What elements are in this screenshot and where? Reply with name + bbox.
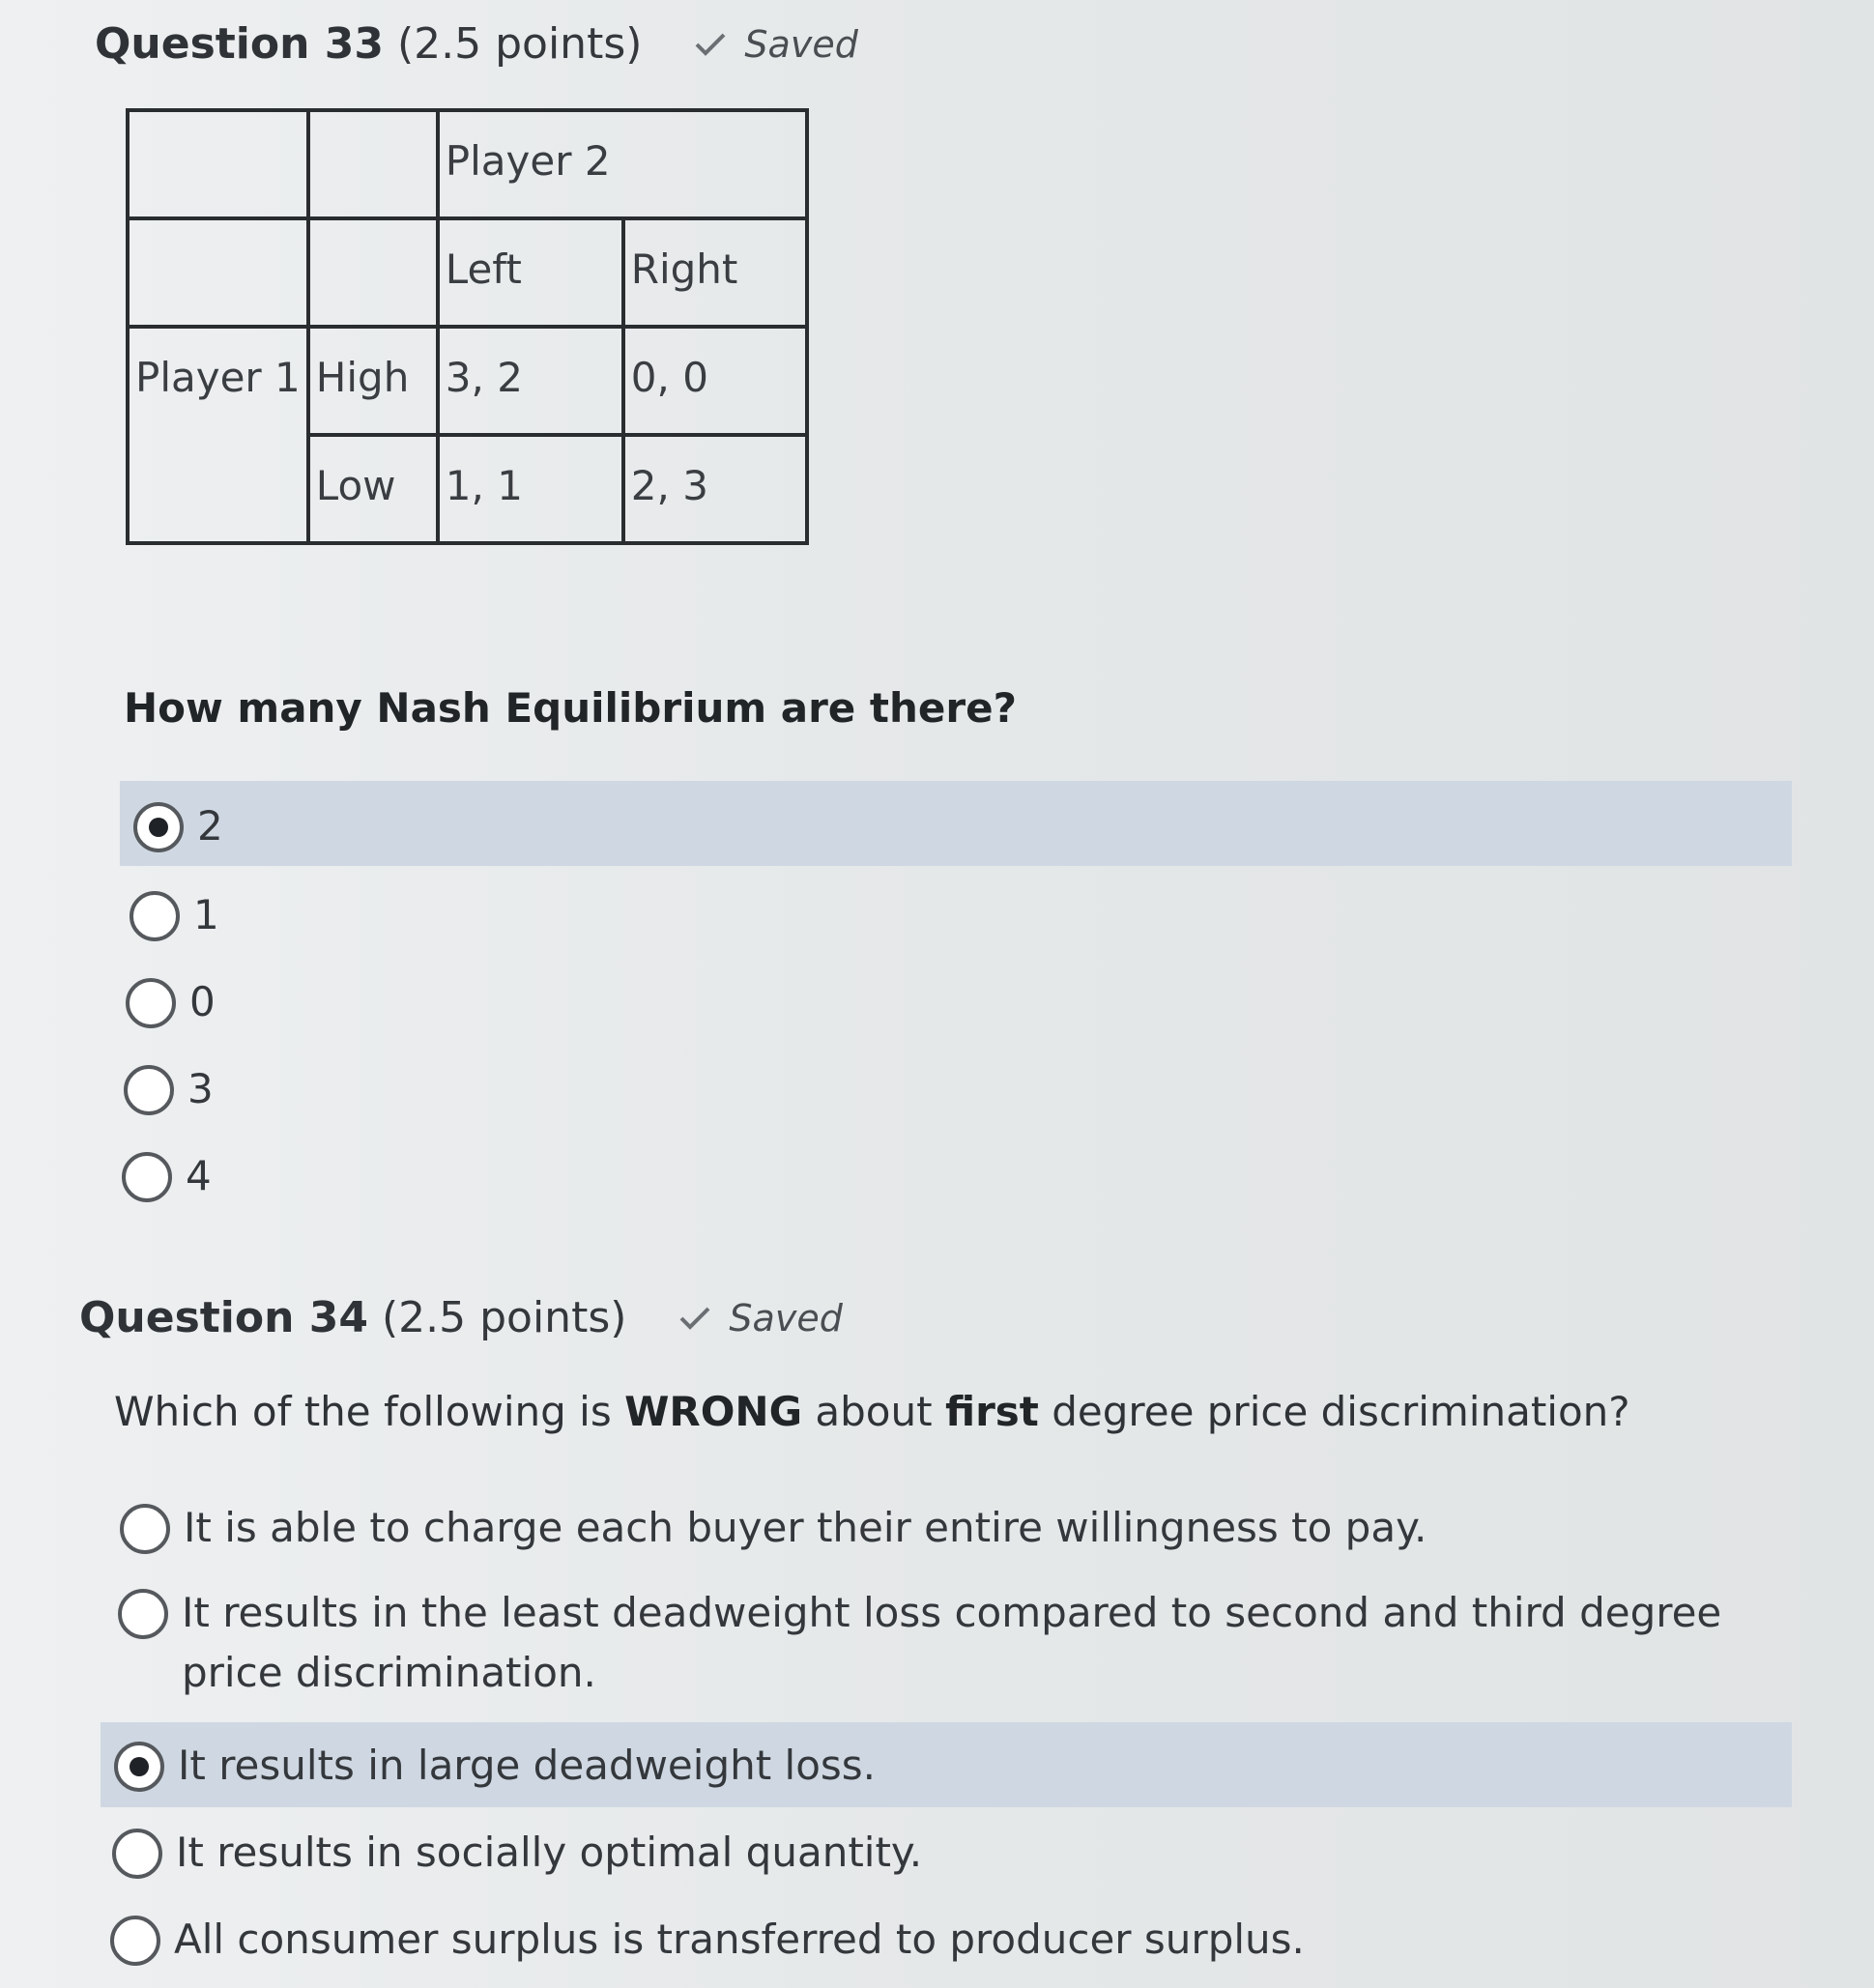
payoff-low-left: 1, 1 bbox=[438, 435, 623, 543]
option-label: 4 bbox=[186, 1152, 212, 1199]
q33-option-2[interactable] bbox=[120, 781, 1792, 866]
option-label: It is able to charge each buyer their entire willingness to pay. bbox=[184, 1504, 1427, 1551]
radio-button[interactable] bbox=[120, 1504, 170, 1554]
prompt-text: about bbox=[802, 1388, 945, 1435]
empty-cell bbox=[308, 218, 438, 327]
radio-dot-icon bbox=[130, 1757, 149, 1776]
option-label: It results in the least deadweight loss compared to second and third degree price discrimination. bbox=[182, 1589, 1722, 1696]
strategy-high-header: High bbox=[308, 327, 438, 435]
question-34-points: (2.5 points) bbox=[381, 1293, 627, 1342]
prompt-emphasis-first: first bbox=[944, 1388, 1039, 1435]
question-33-header bbox=[95, 19, 858, 69]
prompt-text: Which of the following is bbox=[114, 1388, 625, 1435]
option-label: 2 bbox=[197, 802, 223, 850]
question-33-title: Question 33 bbox=[95, 19, 384, 69]
payoff-high-left: 3, 2 bbox=[438, 327, 623, 435]
prompt-emphasis-wrong: WRONG bbox=[624, 1388, 803, 1435]
option-label: It results in large deadweight loss. bbox=[178, 1742, 877, 1789]
option-label: It results in socially optimal quantity. bbox=[176, 1829, 923, 1876]
radio-button[interactable] bbox=[110, 1916, 160, 1966]
payoff-low-right: 2, 3 bbox=[623, 435, 807, 543]
q34-option-e[interactable] bbox=[99, 1898, 1790, 1979]
radio-button-selected[interactable] bbox=[114, 1742, 164, 1792]
radio-dot-icon bbox=[149, 818, 168, 837]
question-34-prompt bbox=[114, 1388, 1630, 1435]
saved-label: Saved bbox=[729, 1297, 843, 1340]
option-label: 0 bbox=[189, 978, 216, 1025]
strategy-right-header: Right bbox=[623, 218, 807, 327]
question-33-points: (2.5 points) bbox=[396, 19, 643, 69]
empty-cell bbox=[308, 110, 438, 218]
radio-button[interactable] bbox=[122, 1152, 172, 1202]
radio-button[interactable] bbox=[130, 891, 180, 941]
question-34-header bbox=[79, 1293, 843, 1342]
payoff-high-right: 0, 0 bbox=[623, 327, 807, 435]
question-34-saved-status bbox=[678, 1297, 842, 1340]
q33-option-4[interactable] bbox=[118, 1131, 794, 1216]
question-33-saved-status bbox=[694, 23, 857, 66]
empty-cell bbox=[128, 110, 308, 218]
radio-button-selected[interactable] bbox=[133, 802, 184, 852]
question-34-title: Question 34 bbox=[79, 1293, 368, 1342]
radio-button[interactable] bbox=[124, 1065, 174, 1115]
q34-option-d[interactable] bbox=[101, 1811, 1792, 1892]
check-icon bbox=[678, 1305, 711, 1332]
q33-option-3[interactable] bbox=[120, 1044, 796, 1129]
q34-option-b[interactable] bbox=[106, 1571, 1788, 1707]
strategy-left-header: Left bbox=[438, 218, 623, 327]
option-label: 1 bbox=[193, 891, 219, 938]
q34-option-a[interactable] bbox=[106, 1490, 1788, 1568]
player-2-header: Player 2 bbox=[438, 110, 807, 218]
option-label: All consumer surplus is transferred to producer surplus. bbox=[174, 1916, 1305, 1963]
q34-option-c[interactable] bbox=[101, 1722, 1792, 1807]
radio-button[interactable] bbox=[118, 1589, 168, 1639]
q33-option-0[interactable] bbox=[120, 957, 796, 1042]
option-label: 3 bbox=[187, 1065, 214, 1112]
saved-label: Saved bbox=[744, 23, 858, 66]
radio-button[interactable] bbox=[112, 1829, 162, 1879]
player-1-header: Player 1 bbox=[128, 327, 308, 543]
empty-cell bbox=[128, 218, 308, 327]
question-33-prompt: How many Nash Equilibrium are there? bbox=[124, 684, 1017, 732]
q33-option-1[interactable] bbox=[120, 870, 796, 955]
strategy-low-header: Low bbox=[308, 435, 438, 543]
check-icon bbox=[694, 31, 727, 58]
payoff-matrix bbox=[126, 108, 809, 545]
prompt-text: degree price discrimination? bbox=[1038, 1388, 1630, 1435]
radio-button[interactable] bbox=[126, 978, 176, 1028]
